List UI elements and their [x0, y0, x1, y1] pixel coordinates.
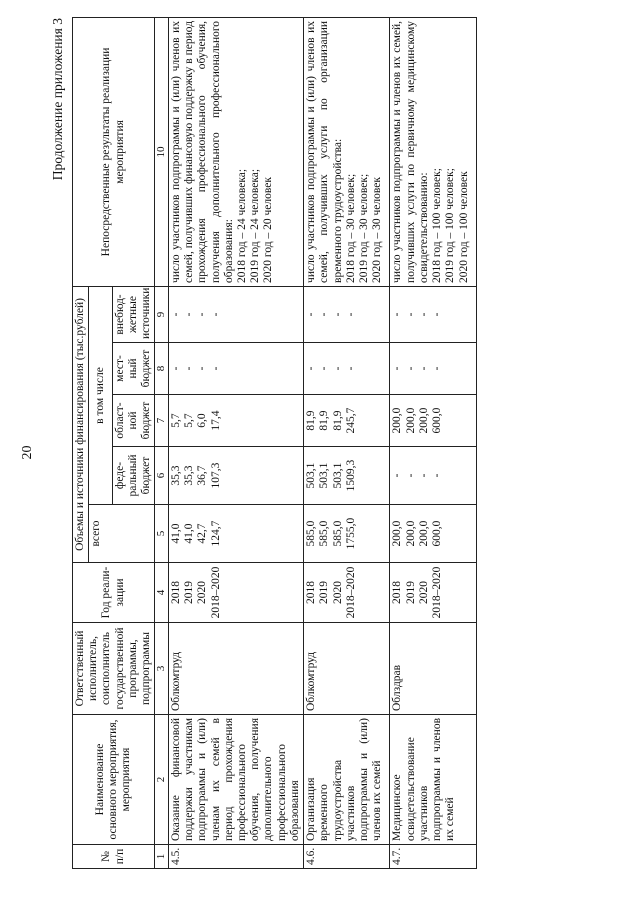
row-number: 4.5.: [168, 845, 303, 869]
header-total: всего: [89, 505, 155, 563]
year: 2018–2020: [431, 566, 444, 619]
result-line: 2020 год – 100 человек: [457, 171, 470, 283]
row-extra: [168, 286, 303, 342]
value: 81,9: [318, 410, 331, 431]
header-extra: внебюд- жетные источники: [112, 286, 155, 342]
result-text: число участников подпрограммы и (или) членов их семей, получивших услуги по организации временного трудоустройства:: [305, 20, 344, 283]
value: 81,9: [305, 410, 318, 431]
year: 2018: [305, 581, 318, 604]
header-responsible: Ответственный исполнитель, соисполнитель государственной программы, подпрограммы: [73, 623, 155, 715]
value: -: [391, 312, 404, 317]
value: -: [417, 312, 430, 317]
header-period: Год реали- зации: [73, 563, 155, 623]
result-line: 2018 год – 30 человек;: [344, 173, 357, 283]
row-years: [168, 563, 303, 623]
year: 2019: [318, 581, 331, 604]
column-index-row: [155, 17, 169, 868]
value: -: [417, 473, 430, 478]
value: 200,0: [391, 520, 404, 547]
value: 6,0: [196, 413, 209, 428]
value: 5,7: [183, 413, 196, 428]
value: 503,1: [305, 462, 318, 489]
row-regional: [390, 395, 476, 447]
result-line: 2020 год – 20 человек: [262, 177, 275, 283]
year: 2018: [169, 581, 182, 604]
column-index: 6: [155, 447, 169, 505]
row-total: [168, 505, 303, 563]
row-responsible: Облкомтруд: [304, 623, 390, 715]
row-federal: [168, 447, 303, 505]
row-years: [390, 563, 476, 623]
value: -: [404, 473, 417, 478]
year: 2018: [391, 581, 404, 604]
year: 2019: [404, 581, 417, 604]
row-result: [304, 17, 390, 286]
value: -: [431, 473, 444, 478]
value: -: [404, 366, 417, 371]
row-name: Оказание финансовой поддержки участникам подпрограммы и (или) членам их семей в период прохождения профессионального обучения, получения дополнительного профессионального образования: [168, 715, 303, 845]
value: 600,0: [431, 520, 444, 547]
value: -: [344, 312, 357, 317]
value: 200,0: [417, 520, 430, 547]
value: 200,0: [404, 520, 417, 547]
funding-table: [72, 17, 477, 869]
header-row-1: [73, 17, 89, 868]
value: 17,4: [209, 410, 222, 431]
row-regional: [304, 395, 390, 447]
value: 42,7: [196, 523, 209, 544]
year: 2020: [331, 581, 344, 604]
value: 585,0: [305, 520, 318, 547]
value: 5,7: [169, 413, 182, 428]
value: 81,9: [331, 410, 344, 431]
row-responsible: Облздрав: [390, 623, 476, 715]
column-index: 1: [155, 845, 169, 869]
header-federal: феде- ральный бюджет: [112, 447, 155, 505]
table-row: [168, 17, 303, 868]
row-result: [168, 17, 303, 286]
row-name: Медицинское освидетельствование участников подпрограммы и членов их семей: [390, 715, 476, 845]
row-total: [304, 505, 390, 563]
year: 2019: [183, 581, 196, 604]
value: -: [318, 366, 331, 371]
row-responsible: Облкомтруд: [168, 623, 303, 715]
column-index: 5: [155, 505, 169, 563]
value: 35,3: [169, 465, 182, 486]
value: -: [391, 366, 404, 371]
value: -: [431, 312, 444, 317]
row-federal: [304, 447, 390, 505]
value: -: [183, 366, 196, 371]
value: -: [196, 312, 209, 317]
result-line: 2019 год – 100 человек;: [444, 168, 457, 283]
value: 35,3: [183, 465, 196, 486]
year: 2020: [417, 581, 430, 604]
header-including: в том числе: [89, 286, 112, 504]
value: 1755,0: [344, 517, 357, 550]
value: -: [404, 312, 417, 317]
value: 503,1: [331, 462, 344, 489]
value: -: [431, 366, 444, 371]
year: 2018–2020: [209, 566, 222, 619]
value: -: [196, 366, 209, 371]
value: -: [169, 312, 182, 317]
row-local: [390, 343, 476, 395]
value: -: [169, 366, 182, 371]
year: 2020: [196, 581, 209, 604]
result-line: 2019 год – 24 человека;: [249, 168, 262, 283]
value: -: [318, 312, 331, 317]
value: 585,0: [331, 520, 344, 547]
header-funding-group: Объемы и источники финансирования (тыс.рублей): [73, 286, 89, 562]
row-total: [390, 505, 476, 563]
value: -: [331, 366, 344, 371]
value: 41,0: [169, 523, 182, 544]
table-row: [304, 17, 390, 868]
header-local: мест- ный бюджет: [112, 343, 155, 395]
value: -: [209, 312, 222, 317]
column-index: 4: [155, 563, 169, 623]
result-text: число участников подпрограммы и членов их семей, получивших услуги по первичному медицинскому освидетельствованию:: [391, 20, 430, 283]
row-number: 4.7.: [390, 845, 476, 869]
row-result: [390, 17, 476, 286]
year: 2018–2020: [344, 566, 357, 619]
value: 200,0: [404, 407, 417, 434]
result-text: число участников подпрограммы и (или) членов их семей, получивших финансовую поддержку в период прохождения профессионального обучения, получения дополнительного профессионального образования:: [169, 20, 235, 283]
header-regional: област- ной бюджет: [112, 395, 155, 447]
value: -: [391, 473, 404, 478]
result-line: 2018 год – 100 человек;: [431, 168, 444, 283]
value: 41,0: [183, 523, 196, 544]
continuation-label: Продолжение приложения 3: [50, 18, 65, 181]
value: 124,7: [209, 520, 222, 547]
row-name: Организация временного трудоустройства участников подпрограммы и (или) членов их семей: [304, 715, 390, 845]
row-local: [304, 343, 390, 395]
value: 107,3: [209, 462, 222, 489]
row-extra: [390, 286, 476, 342]
page-number: 20: [20, 445, 35, 460]
row-years: [304, 563, 390, 623]
column-index: 7: [155, 395, 169, 447]
value: -: [305, 366, 318, 371]
value: 245,7: [344, 407, 357, 434]
header-num: № п/п: [73, 845, 155, 869]
value: 36,7: [196, 465, 209, 486]
row-number: 4.6.: [304, 845, 390, 869]
value: 585,0: [318, 520, 331, 547]
value: -: [183, 312, 196, 317]
row-regional: [168, 395, 303, 447]
table-row: [390, 17, 476, 868]
value: -: [209, 366, 222, 371]
column-index: 2: [155, 715, 169, 845]
row-federal: [390, 447, 476, 505]
row-extra: [304, 286, 390, 342]
result-line: 2018 год – 24 человека;: [236, 168, 249, 283]
column-index: 10: [155, 17, 169, 286]
row-local: [168, 343, 303, 395]
value: -: [344, 366, 357, 371]
value: 1509,3: [344, 459, 357, 492]
column-index: 9: [155, 286, 169, 342]
result-line: 2019 год – 30 человек;: [358, 173, 371, 283]
value: 200,0: [417, 407, 430, 434]
value: 200,0: [391, 407, 404, 434]
column-index: 3: [155, 623, 169, 715]
value: -: [331, 312, 344, 317]
value: -: [305, 312, 318, 317]
value: 503,1: [318, 462, 331, 489]
value: -: [417, 366, 430, 371]
result-line: 2020 год – 30 человек: [371, 177, 384, 283]
column-index: 8: [155, 343, 169, 395]
header-results: Непосредственные результаты реализации мероприятия: [73, 17, 155, 286]
value: 600,0: [431, 407, 444, 434]
header-name: Наименование основного мероприятия, мероприятия: [73, 715, 155, 845]
